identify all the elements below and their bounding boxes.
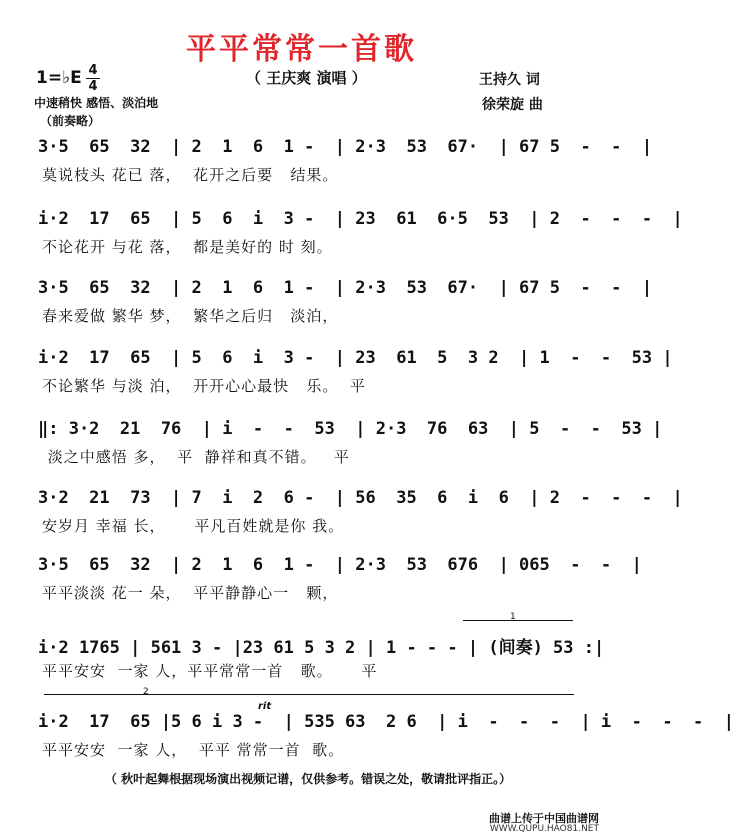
site-watermark: 曲谱上传于中国曲谱网	[489, 812, 599, 825]
lyrics-row-6: 安岁月 幸福 长， 平凡百姓就是你 我。	[42, 517, 345, 535]
lyrics-row-1: 莫说枝头 花已 落， 花开之后要 结果。	[42, 166, 339, 184]
notation-row-9: i·2 17 65 |5 6 i 3 - | 535 63 2 6 | i - - - | i - - - |	[38, 712, 734, 732]
transcription-note: （ 秋叶起舞根据现场演出视频记谱，仅供参考。错误之处，敬请批评指正。）	[104, 772, 512, 786]
notation-row-2: i·2 17 65 | 5 6 i 3 - | 23 61 6·5 53 | 2 - - - |	[38, 209, 683, 229]
notation-row-1: 3·5 65 32 | 2 1 6 1 - | 2·3 53 67· | 67 5 - - |	[38, 137, 653, 157]
singer-credit: （ 王庆爽 演唱 ）	[246, 69, 367, 87]
lyricist-credit: 王持久 词	[479, 72, 540, 88]
notation-row-4: i·2 17 65 | 5 6 i 3 - | 23 61 5 3 2 | 1 - - 53 |	[38, 348, 673, 368]
notation-row-3: 3·5 65 32 | 2 1 6 1 - | 2·3 53 67· | 67 5 - - |	[38, 278, 653, 298]
lyrics-row-4: 不论繁华 与淡 泊， 开开心心最快 乐。 平	[42, 377, 366, 395]
notation-row-6: 3·2 21 73 | 7 i 2 6 - | 56 35 6 i 6 | 2 - - - |	[38, 488, 683, 508]
composer-credit: 徐荣旋 曲	[482, 97, 543, 113]
volta-2-label: 2	[143, 687, 149, 697]
key-signature: 1=♭E	[36, 68, 82, 88]
song-title: 平平常常一首歌	[186, 32, 417, 67]
prelude-note: （前奏略）	[40, 114, 101, 128]
notation-row-7: 3·5 65 32 | 2 1 6 1 - | 2·3 53 676 | 065 - - |	[38, 555, 642, 575]
lyrics-row-9: 平平安安 一家 人， 平平 常常一首 歌。	[42, 741, 345, 759]
volta-1-bracket	[463, 620, 573, 622]
ritardando-marking: rit	[258, 701, 272, 712]
volta-1-label: 1	[510, 612, 516, 622]
time-bottom: 4	[88, 79, 98, 94]
lyrics-row-7: 平平淡淡 花一 朵， 平平静静心一 颗，	[42, 584, 339, 602]
lyrics-row-5: 淡之中感悟 多， 平 静祥和真不错。 平	[42, 448, 350, 466]
lyrics-row-2: 不论花开 与花 落， 都是美好的 时 刻。	[42, 238, 333, 256]
tempo-marking: 中速稍快 感悟、淡泊地	[34, 96, 159, 110]
volta-2-bracket	[44, 694, 574, 695]
lyrics-row-3: 春来爱做 繁华 梦， 繁华之后归 淡泊，	[42, 307, 339, 325]
time-signature	[86, 64, 100, 93]
lyrics-row-8: 平平安安 一家 人，平平常常一首 歌。 平	[42, 662, 378, 680]
notation-row-5: ‖: 3·2 21 76 | i - - 53 | 2·3 76 63 | 5 - - 53 |	[38, 419, 663, 439]
time-top: 4	[88, 63, 98, 78]
notation-row-8: i·2 1765 | 561 3 - |23 61 5 3 2 | 1 - - - | (间奏) 53 :|	[38, 638, 605, 658]
site-url: WWW.QUPU.HAO81.NET	[489, 824, 599, 834]
